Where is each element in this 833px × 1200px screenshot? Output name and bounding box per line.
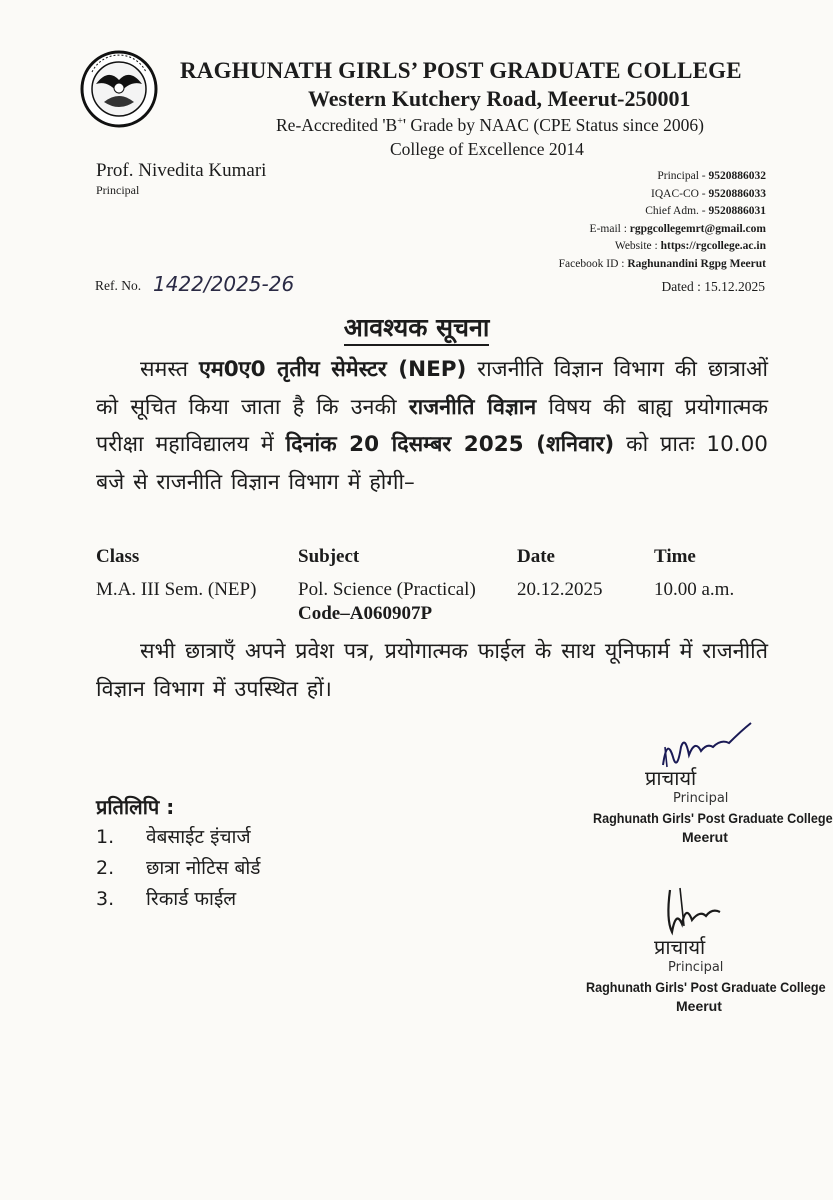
- signature-2-city: Meerut: [676, 998, 722, 1014]
- signature-2-college: Raghunath Girls' Post Graduate College: [586, 979, 826, 995]
- signature-1-role: Principal: [673, 791, 729, 806]
- copy-item-1-number: 1.: [96, 826, 115, 848]
- college-seal-icon: [80, 50, 158, 128]
- ref-label: Ref. No.: [95, 278, 142, 293]
- dated-line: Dated : 15.12.2025: [661, 279, 765, 294]
- copy-item-2-text: छात्रा नोटिस बोर्ड: [146, 857, 261, 879]
- contact-block: [559, 168, 766, 273]
- copy-item-3-text: रिकार्ड फाईल: [146, 888, 237, 910]
- signature-1-college: Raghunath Girls' Post Graduate College: [593, 810, 833, 826]
- subject-code: Code–A060907P: [298, 603, 433, 624]
- copy-item-3-number: 3.: [96, 888, 115, 910]
- copy-item-1-text: वेबसाईट इंचार्ज: [146, 826, 251, 848]
- contact-email: E-mail : rgpgcollegemrt@gmail.com: [589, 222, 766, 235]
- signature-block-1: [593, 717, 833, 845]
- notice-paragraph-1: समस्त एम0ए0 तृतीय सेमेस्टर (NEP) राजनीति विज्ञान विभाग की छात्राओं को सूचित किया जाता है कि उनकी राजनीति विज्ञान विषय की बाह्य प्रयोगात्मक परीक्षा महाविद्यालय में दिनांक 20 दिसम्बर 2025 (शनिवार) को प्रातः 10.00 बजे से राजनीति विज्ञान विभाग में होगी–: [96, 357, 768, 495]
- table-header-class: Class: [96, 546, 140, 567]
- college-logo: [80, 50, 158, 128]
- table-cell-class: M.A. III Sem. (NEP): [96, 579, 257, 600]
- copy-item-2-number: 2.: [96, 857, 115, 879]
- table-header-subject: Subject: [298, 546, 360, 567]
- ref-number-handwritten: 1422/2025-26: [153, 272, 295, 296]
- table-cell-date: 20.12.2025: [517, 579, 603, 600]
- table-cell-time: 10.00 a.m.: [654, 579, 735, 600]
- signature-2-title: प्राचार्या: [654, 935, 706, 959]
- table-cell-subject: Pol. Science (Practical): [298, 579, 476, 600]
- college-address: Western Kutchery Road, Meerut-250001: [308, 86, 691, 111]
- excellence-line: College of Excellence 2014: [390, 139, 584, 159]
- signature-block-2: [586, 880, 833, 1014]
- notice-title: आवश्यक सूचना: [0, 310, 833, 344]
- contact-iqac: IQAC-CO - 9520886033: [651, 187, 766, 200]
- principal-role: Principal: [96, 183, 140, 197]
- contact-chief-adm: Chief Adm. - 9520886031: [645, 205, 766, 217]
- principal-name: Prof. Nivedita Kumari: [96, 160, 267, 181]
- college-name: RAGHUNATH GIRLS’ POST GRADUATE COLLEGE: [180, 58, 742, 83]
- contact-website: Website : https://rgcollege.ac.in: [614, 240, 766, 252]
- signature-2-icon: [650, 880, 750, 940]
- signature-2-role: Principal: [668, 960, 724, 975]
- contact-principal: Principal - 9520886032: [657, 170, 766, 182]
- signature-1-city: Meerut: [682, 829, 728, 845]
- contact-facebook: Facebook ID : Raghunandini Rgpg Meerut: [558, 257, 766, 270]
- copy-to-heading: प्रतिलिपि :: [96, 795, 175, 819]
- signature-1-title: प्राचार्या: [645, 766, 697, 790]
- table-header-date: Date: [517, 546, 555, 567]
- table-header-time: Time: [654, 546, 696, 567]
- accreditation-line: Re-Accredited 'B+' Grade by NAAC (CPE Status since 2006): [276, 115, 704, 135]
- notice-paragraph-2: सभी छात्राएँ अपने प्रवेश पत्र, प्रयोगात्मक फाईल के साथ यूनिफार्म में राजनीति विज्ञान विभाग में उपस्थित हों।: [96, 639, 768, 702]
